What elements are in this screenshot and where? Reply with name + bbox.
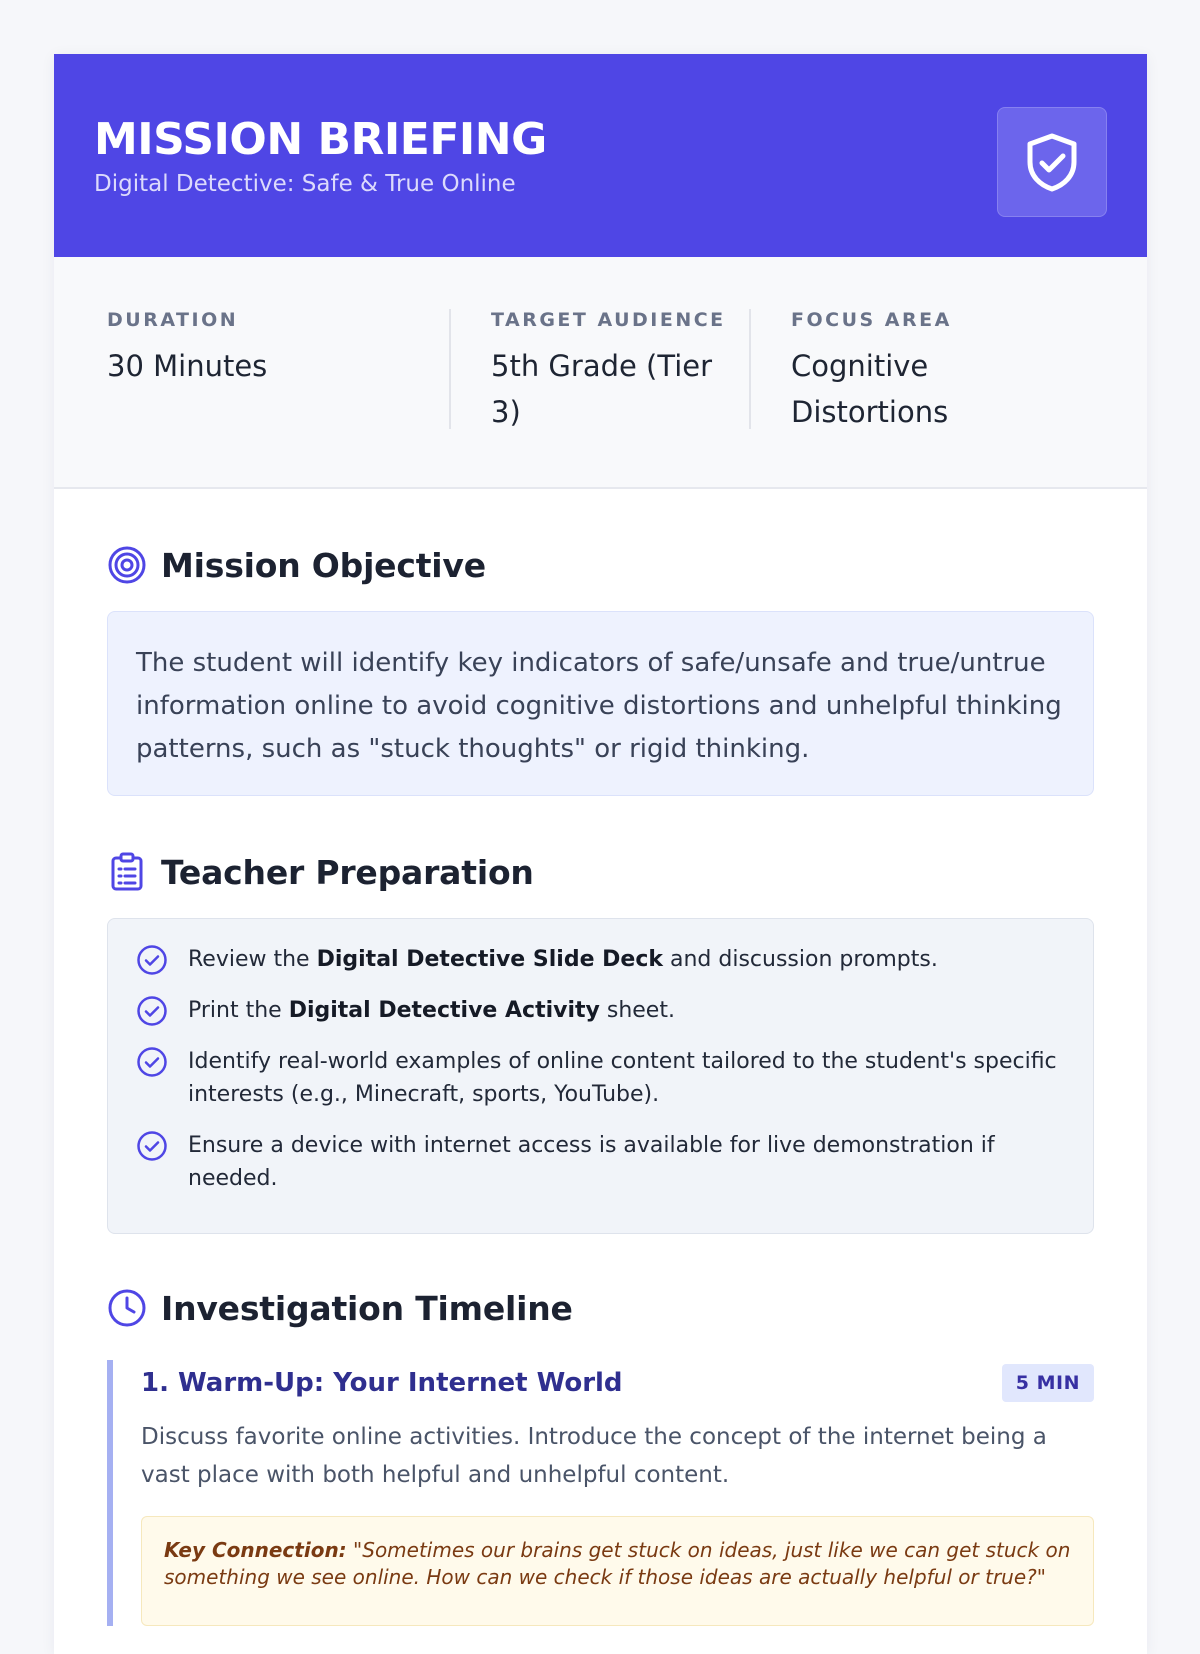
item-text: Identify real-world examples of online content tailored to the student's specific interests (e.g., Minecraft, sports, YouTube). (188, 1049, 1057, 1107)
check-circle-icon (136, 995, 168, 1027)
briefing-card (54, 54, 1147, 1654)
shield-check-icon (997, 107, 1107, 217)
meta-duration (54, 309, 449, 429)
objective-section (54, 545, 1147, 796)
key-label: Key Connection: (164, 1538, 347, 1562)
meta-audience (449, 309, 749, 429)
objective-title: Mission Objective (161, 545, 486, 585)
list-item (136, 994, 1065, 1027)
item-text: Ensure a device with internet access is available for live demonstration if needed. (188, 1133, 995, 1191)
clipboard-icon (107, 852, 147, 892)
page-subtitle: Digital Detective: Safe & True Online (94, 171, 516, 197)
step-description: Discuss favorite online activities. Introduce the concept of the internet being a vast place with both helpful and unhelpful content. (141, 1424, 1047, 1488)
clock-icon (107, 1288, 147, 1328)
item-text: Review the (188, 947, 317, 972)
step-title: 1. Warm-Up: Your Internet World (141, 1368, 623, 1398)
list-item (136, 943, 1065, 976)
meta-label: FOCUS AREA (791, 309, 952, 331)
item-bold: Digital Detective Activity (288, 998, 600, 1023)
key-connection (141, 1516, 1094, 1626)
meta-focus (749, 309, 1069, 429)
target-icon (107, 545, 147, 585)
timeline-title: Investigation Timeline (161, 1288, 573, 1328)
preparation-section (54, 852, 1147, 1234)
item-text: sheet. (599, 998, 675, 1023)
meta-value: 5th Grade (Tier 3) (491, 349, 713, 429)
meta-value: Cognitive Distortions (791, 349, 949, 429)
section-heading (107, 1288, 1094, 1328)
list-item (136, 1045, 1065, 1111)
timeline-step (107, 1360, 1094, 1626)
meta-value: 30 Minutes (107, 349, 268, 383)
objective-text: The student will identify key indicators of safe/unsafe and true/untrue information online to avoid cognitive distortions and unhelpful thinking patterns, such as "stuck thoughts" or rigid thinking. (107, 611, 1094, 796)
preparation-title: Teacher Preparation (161, 852, 534, 892)
section-heading (107, 852, 1094, 892)
header (54, 54, 1147, 257)
preparation-list (107, 918, 1094, 1234)
duration-badge: 5 MIN (1002, 1364, 1094, 1402)
meta-label: TARGET AUDIENCE (491, 309, 726, 331)
check-circle-icon (136, 1130, 168, 1162)
item-bold: Digital Detective Slide Deck (316, 947, 663, 972)
item-text: Print the (188, 998, 289, 1023)
key-text: "Sometimes our brains get stuck on ideas, just like we can get stuck on something we see online. How can we check if those ideas are actually helpful or true?" (164, 1538, 1071, 1589)
check-circle-icon (136, 944, 168, 976)
page-title: MISSION BRIEFING (94, 114, 547, 165)
step-header (141, 1360, 1094, 1400)
meta-bar (54, 257, 1147, 489)
meta-label: DURATION (107, 309, 239, 331)
list-item (136, 1129, 1065, 1195)
timeline-section (54, 1288, 1147, 1626)
check-circle-icon (136, 1046, 168, 1078)
item-text: and discussion prompts. (663, 947, 938, 972)
section-heading (107, 545, 1094, 585)
